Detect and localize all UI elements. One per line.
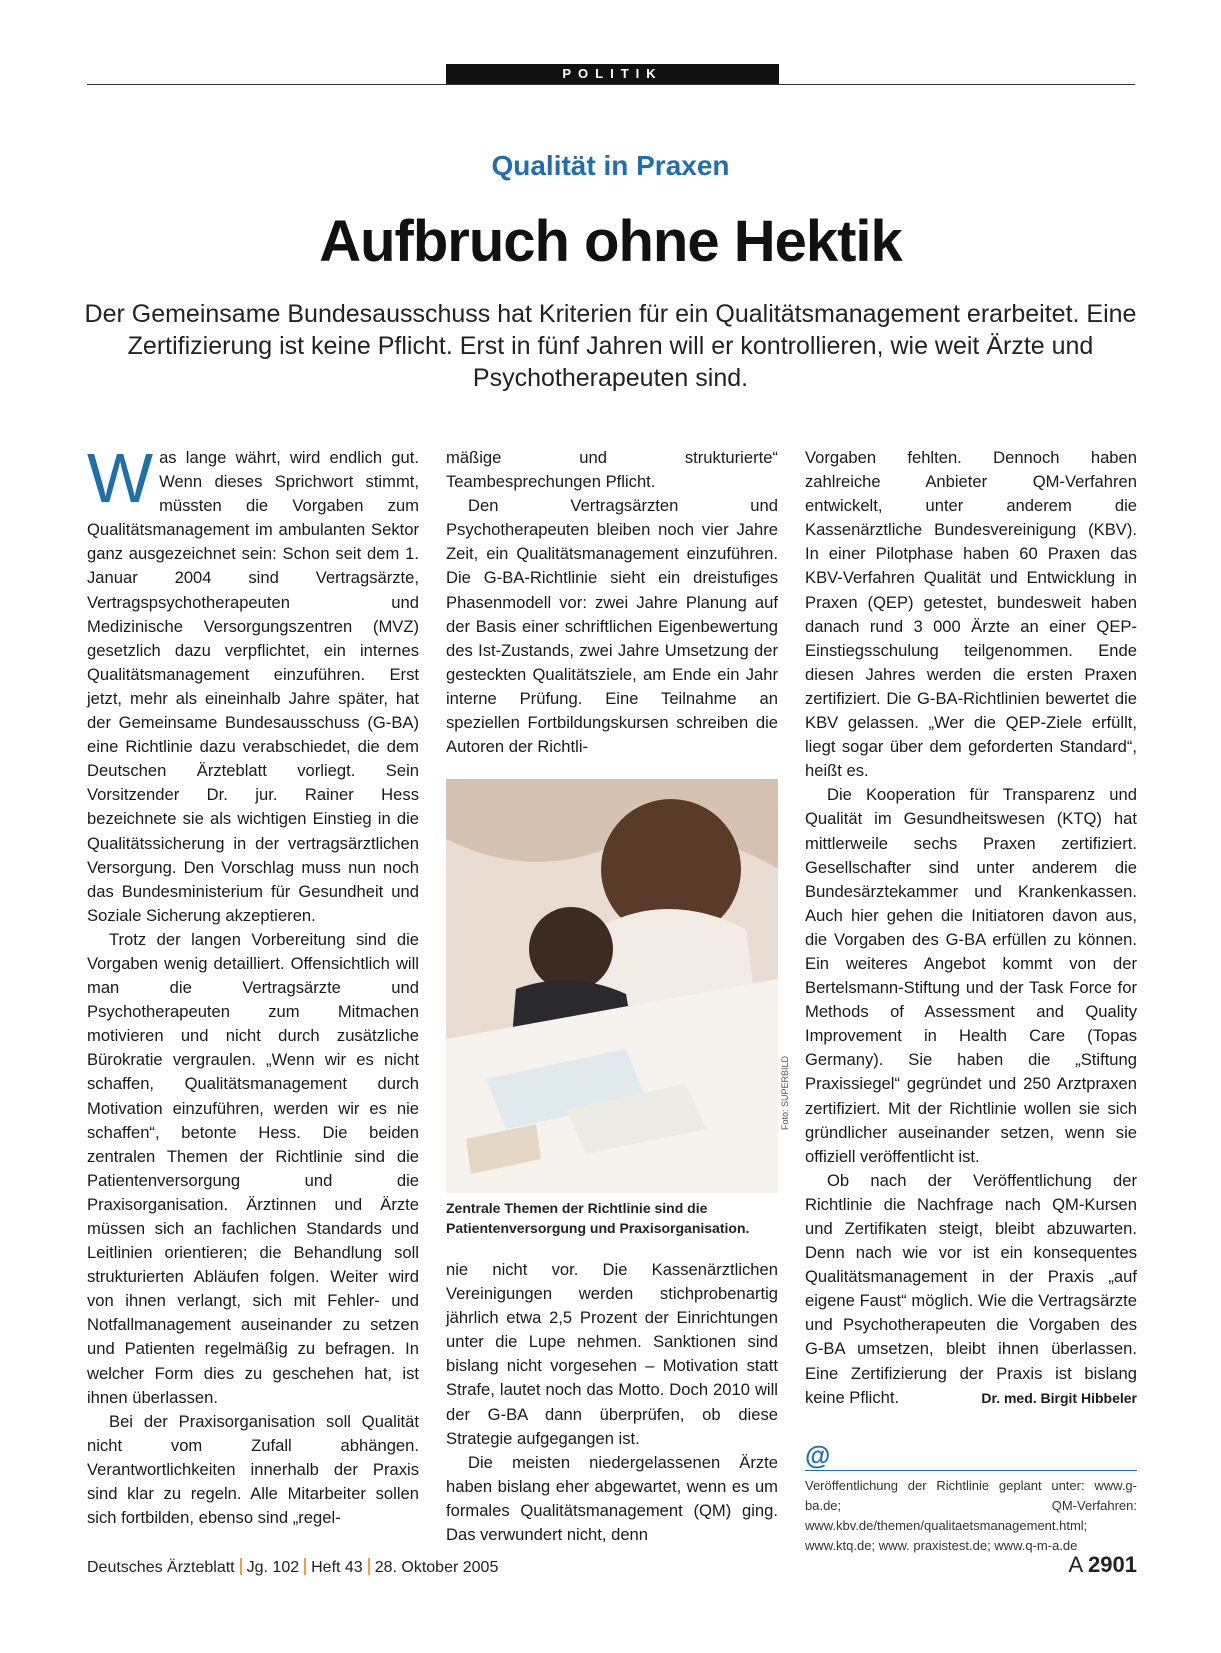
drop-cap: W: [87, 439, 154, 517]
footer-separator: [240, 1558, 242, 1575]
footer-separator: [368, 1558, 370, 1575]
photo-credit: Foto: SUPERBILD: [780, 1055, 790, 1130]
page-number: [1068, 1552, 1137, 1578]
paragraph: mäßige und strukturierte“ Teambesprechungen Pflicht.: [446, 448, 778, 492]
paragraph-text: as lange währt, wird endlich gut. Wenn dieses Sprichwort stimmt, müssten die Vorgaben zum Qualitätsmanagement im ambulanten Sektor ganz ausgezeichnet sein: Schon seit dem 1. Januar 2004 sind Vertragsärzte, Vertragspsychotherapeuten und Medizinische Versorgungszentren (MVZ) gesetzlich dazu verpflichtet, ein internes Qualitätsmanagement einzuführen. Erst jetzt, mehr als eineinhalb Jahre später, hat der Gemeinsame Bundesausschuss (G-BA) eine Richtlinie dazu verabschiedet, die dem Deutschen Ärzteblatt vorliegt. Sein Vorsitzender Dr. jur. Rainer Hess bezeichnete sie als wichtigen Einstieg in die Qualitätssicherung in der vertragsärztlichen Versorgung. Den Vorschlag muss nun noch das Bundesministerium für Gesundheit und Soziale Sicherung akzeptieren.: [87, 448, 419, 925]
author-byline: Dr. med. Birgit Hibbeler: [981, 1389, 1137, 1406]
paragraph: Die meisten niedergelassenen Ärzte haben bislang eher abgewartet, wenn es um formales Qualitätsmanagement (QM) ging. Das verwundert nicht, denn: [446, 1452, 778, 1545]
column-1: [87, 439, 419, 1530]
article-kicker: Qualität in Praxen: [491, 150, 730, 181]
paragraph: Vorgaben fehlten. Dennoch haben zahlreiche Anbieter QM-Verfahren entwickelt, unter anderem die Kassenärztliche Bundesvereinigung (KBV). In einer Pilotphase haben 60 Praxen das KBV-Verfahren Qualität und Entwicklung in Praxen (QEP) getestet, bundesweit haben danach rund 3 000 Ärzte an einer QEP-Einstiegsschulung teilgenommen. Ende diesen Jahres werden die ersten Praxen zertifiziert. Die G-BA-Richtlinien bewertet die KBV gelassen. „Wer die QEP-Ziele erfüllt, liegt sogar über dem geforderten Standard“, heißt es.: [805, 448, 1137, 781]
section-tag: POLITIK: [446, 64, 779, 84]
column-3: [805, 446, 1137, 1410]
article-lead: Der Gemeinsame Bundesausschuss hat Kriterien für ein Qualitätsmanagement erarbeitet. Eine Zertifizierung ist keine Pflicht. Erst in fünf Jahren will er kontrollieren, wie weit Ärzte und Psychotherapeuten sind.: [84, 300, 1137, 392]
links-divider: [805, 1470, 1137, 1471]
at-sign-icon: @: [805, 1440, 831, 1470]
page-number-value: 2901: [1088, 1552, 1137, 1577]
header-rule: [87, 84, 1135, 85]
paragraph: [87, 439, 419, 928]
journal-volume: Jg. 102: [246, 1559, 300, 1576]
article-photo: [446, 779, 778, 1193]
paragraph: Die Kooperation für Transparenz und Qualität im Gesundheitswesen (KTQ) hat mittlerweile sechs Praxen zertifiziert. Gesellschafter sind unter anderem die Bundesärztekammer und Krankenkassen. Auch hier gehen die Initiatoren davon aus, die Vorgaben des G-BA erfüllen zu können. Ein weiteres Angebot kommt von der Bertelsmann-Stiftung und der Task Force for Methods of Assessment and Quality Improvement in Health Care (Topas Germany). Sie haben die „Stiftung Praxissiegel“ gegründet und 250 Arztpraxen zertifiziert. Mit der Richtlinie wollen sie sich gründlicher auseinander setzen, wenn sie offiziell veröffentlicht ist.: [805, 785, 1137, 1166]
paragraph: [805, 1169, 1137, 1410]
article-headline: Aufbruch ohne Hektik: [319, 209, 902, 274]
page-prefix: A: [1068, 1552, 1082, 1577]
paragraph: Trotz der langen Vorbereitung sind die Vorgaben wenig detailliert. Offensichtlich will man die Vertragsärzte und Psychotherapeuten zum Mitmachen motivieren und nicht durch zusätzliche Bürokratie vergraulen. „Wenn wir es nicht schaffen, Qualitätsmanagement durch Motivation einzuführen, werden wir es nie schaffen“, betonte Hess. Die beiden zentralen Themen der Richtlinie sind die Patientenversorgung und die Praxisorganisation. Ärztinnen und Ärzte müssen sich an fachlichen Standards und Leitlinien orientieren; die Behandlung soll strukturierten Abläufen folgen. Weiter wird von ihnen verlangt, sich mit Fehler- und Notfallmanagement auseinander zu setzen und Patienten regelmäßig zu befragen. In welcher Form dies zu geschehen hat, ist ihnen überlassen.: [87, 929, 419, 1407]
issue-date: 28. Oktober 2005: [374, 1559, 499, 1576]
photo-illustration: [446, 779, 778, 1193]
journal-name: Deutsches Ärzteblatt: [87, 1559, 235, 1576]
paragraph: Bei der Praxisorganisation soll Qualität nicht vom Zufall abhängen. Verantwortlichkeiten innerhalb der Praxis sind klar zu regeln. Alle Mitarbeiter sollen sich fortbilden, ebenso sind „regel-: [87, 1411, 419, 1528]
links-note: Veröffentlichung der Richtlinie geplant unter: www.g-ba.de; QM-Verfahren: www.kbv.de/themen/qualitaetsmanagement.html; www.ktq.de; www. praxistest.de; www.q-m-a.de: [805, 1478, 1137, 1553]
photo-caption: Zentrale Themen der Richtlinie sind die Patientenversorgung und Praxisorganisation.: [446, 1200, 750, 1236]
page-footer: [87, 1558, 498, 1577]
paragraph-text: Ob nach der Veröffentlichung der Richtlinie die Nachfrage nach QM-Kursen und Zertifikaten steigt, bleibt abzuwarten. Denn nach wie vor ist ein konsequentes Qualitätsmanagement in der Praxis „auf eigene Faust“ möglich. Wie die Vertragsärzte und Psychotherapeuten die Vorgaben des G-BA umsetzen, bleibt ihnen überlassen. Eine Zertifizierung der Praxis ist bislang keine Pflicht.: [805, 1170, 1137, 1407]
column-2-top: [446, 446, 778, 759]
paragraph: Den Vertragsärzten und Psychotherapeuten bleiben noch vier Jahre Zeit, ein Qualitätsmanagement einzuführen. Die G-BA-Richtlinie sieht ein dreistufiges Phasenmodell vor: zwei Jahre Planung auf der Basis einer schriftlichen Eigenbewertung des Ist-Zustands, zwei Jahre Umsetzung der gesteckten Qualitätsziele, am Ende ein Jahr interne Prüfung. Eine Teilnahme an speziellen Fortbildungskursen schreiben die Autoren der Richtli-: [446, 496, 778, 757]
paragraph: nie nicht vor. Die Kassenärztlichen Vereinigungen werden stichprobenartig jährlich etwa 2,5 Prozent der Einrichtungen unter die Lupe nehmen. Sanktionen sind bislang nicht vorgesehen – Motivation statt Strafe, lautet noch das Motto. Doch 2010 will der G-BA dann überprüfen, ob diese Strategie aufgegangen ist.: [446, 1260, 778, 1448]
footer-separator: [304, 1558, 306, 1575]
journal-issue: Heft 43: [311, 1559, 363, 1576]
column-2-bottom: [446, 1258, 778, 1547]
